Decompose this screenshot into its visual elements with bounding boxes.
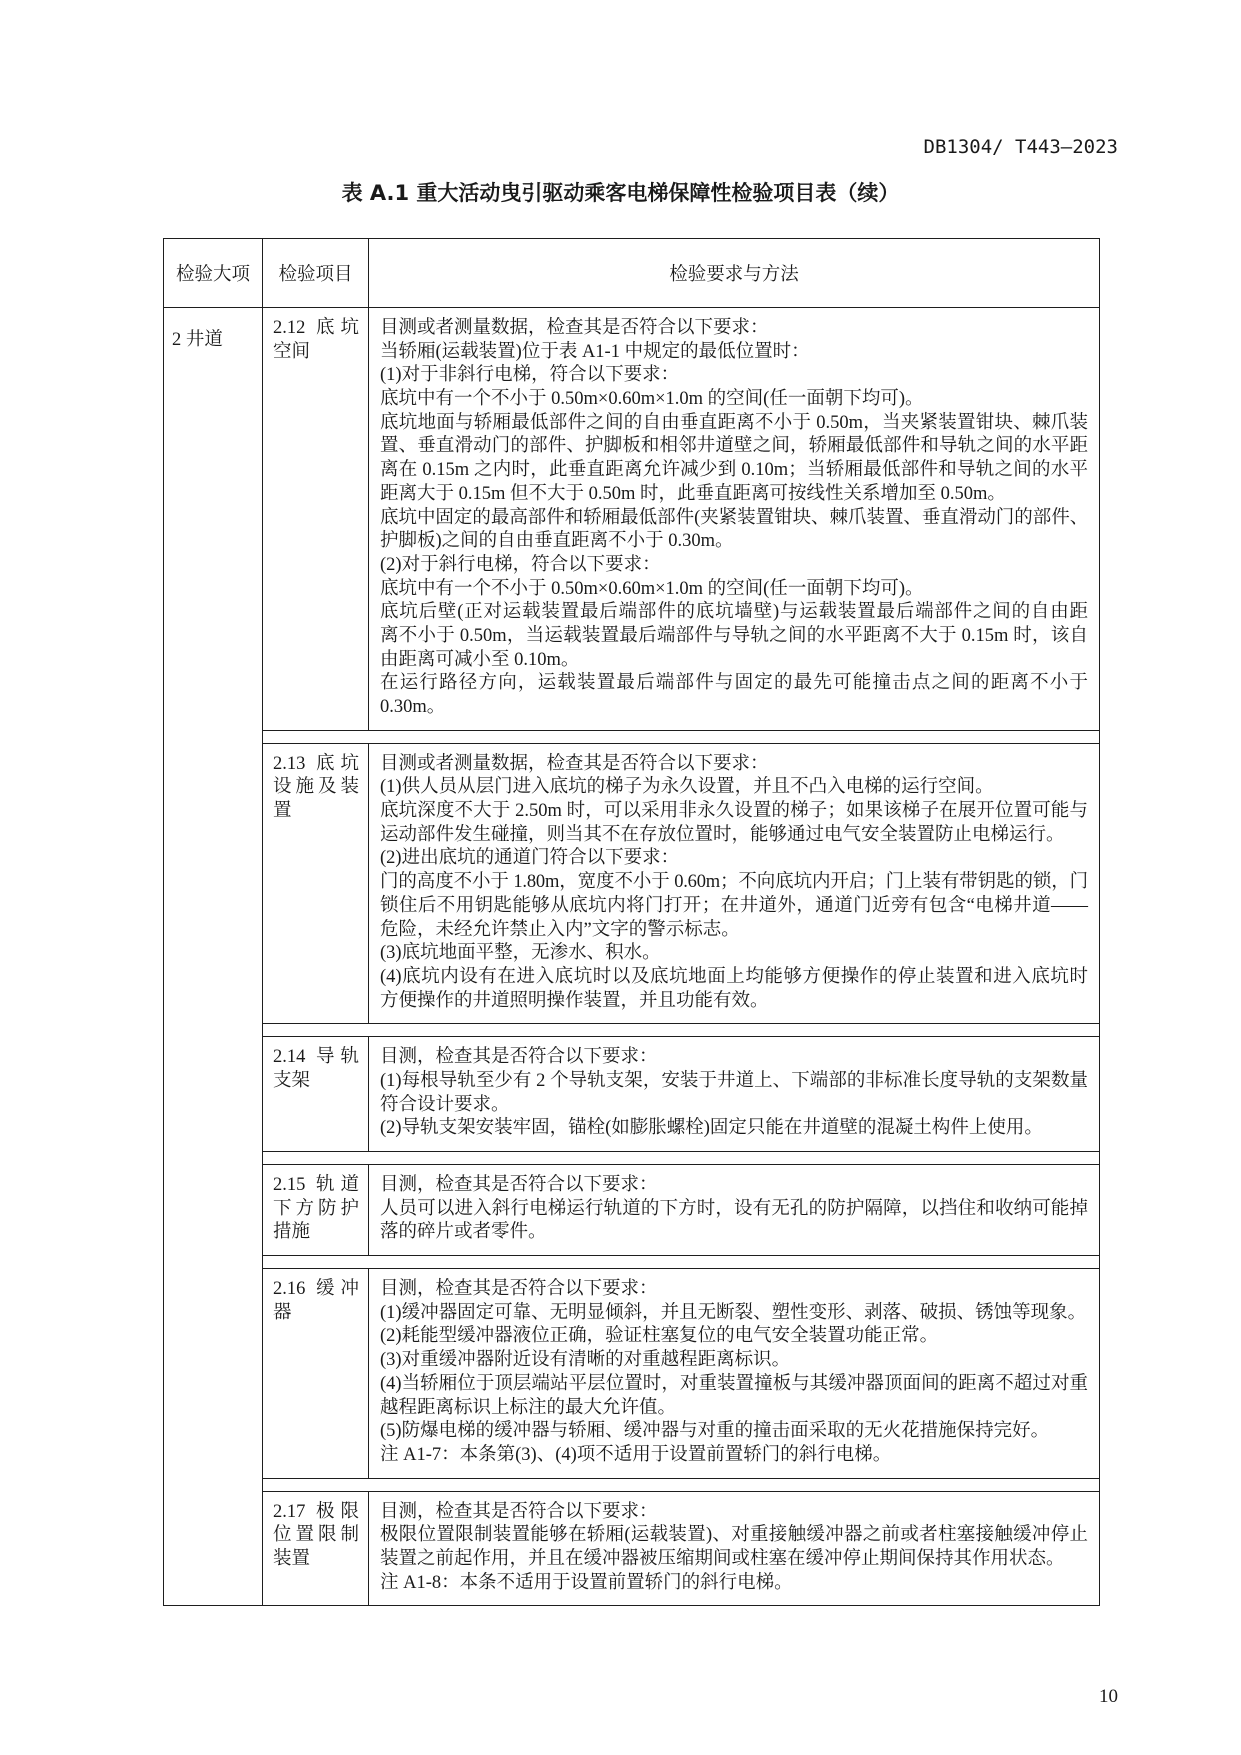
inspection-item-cell [263, 1037, 369, 1151]
inspection-item-line: 措施 [273, 1222, 311, 1243]
requirement-line: 底坑后壁(正对运载装置最后端部件的底坑墙壁)与运载装置最后端部件之间的自由距 [380, 602, 1088, 623]
requirement-line: 锁住后不用钥匙能够从底坑内将门打开；在井道外，通道门近旁有包含“电梯井道—— [380, 895, 1088, 916]
standard-code: DB1304/ T443—2023 [923, 136, 1118, 158]
requirement-line: 落的碎片或者零件。 [380, 1222, 547, 1243]
requirement-line: (5)防爆电梯的缓冲器与轿厢、缓冲器与对重的撞击面采取的无火花措施保持完好。 [380, 1421, 1050, 1442]
category-cell [164, 308, 263, 1605]
requirement-line: 注 A1-8：本条不适用于设置前置轿门的斜行电梯。 [380, 1572, 793, 1593]
requirement-line: 当轿厢(运载装置)位于表 A1-1 中规定的最低位置时： [380, 341, 810, 362]
requirements-cell [369, 1492, 1099, 1606]
inspection-item-cell [263, 308, 369, 730]
requirement-line: (1)供人员从层门进入底坑的梯子为永久设置，并且不凸入电梯的运行空间。 [380, 777, 994, 798]
table-title: 表 A.1 重大活动曳引驱动乘客电梯保障性检验项目表（续） [341, 181, 900, 205]
column-header-item: 检验项目 [263, 239, 369, 307]
inspection-item-cell [263, 744, 369, 1024]
requirement-line: 目测或者测量数据，检查其是否符合以下要求： [380, 318, 769, 338]
requirement-line: 符合设计要求。 [380, 1094, 510, 1115]
inspection-item-line: 2.12 底坑 [273, 318, 359, 338]
inspection-table [163, 238, 1100, 1606]
requirement-line: (1)每根导轨至少有 2 个导轨支架，安装于井道上、下端部的非标准长度导轨的支架数量 [380, 1070, 1088, 1091]
requirement-line: 护脚板)之间的自由垂直距离不小于 0.30m。 [380, 531, 734, 552]
table-row [263, 1036, 1099, 1152]
requirement-line: 底坑深度不大于 2.50m 时，可以采用非永久设置的梯子；如果该梯子在展开位置可能与 [380, 801, 1088, 822]
table-header-row [164, 239, 1099, 308]
requirement-line: 目测，检查其是否符合以下要求： [380, 1279, 658, 1300]
inspection-item-line: 位置限制 [273, 1525, 359, 1546]
category-label: 2 井道 [172, 330, 223, 350]
table-body-rows [263, 308, 1099, 1605]
requirement-line: 装置之前起作用，并且在缓冲器被压缩期间或柱塞在缓冲停止期间保持其作用状态。 [380, 1548, 1065, 1569]
table-row [263, 743, 1099, 1025]
requirement-line: 危险，未经允许禁止入内”文字的警示标志。 [380, 919, 740, 940]
requirement-line: (3)底坑地面平整，无渗水、积水。 [380, 943, 661, 964]
inspection-item-line: 2.16 缓冲 [273, 1279, 359, 1300]
requirement-line: 目测，检查其是否符合以下要求： [380, 1501, 658, 1522]
inspection-item-line: 器 [273, 1302, 292, 1323]
page-number: 10 [1099, 1686, 1118, 1707]
inspection-item-line: 下方防护 [273, 1198, 359, 1219]
requirements-cell [369, 1269, 1099, 1478]
requirement-line: 0.30m。 [380, 697, 446, 717]
inspection-item-line: 2.14 导轨 [273, 1047, 359, 1068]
requirement-line: (2)耗能型缓冲器液位正确，验证柱塞复位的电气安全装置功能正常。 [380, 1326, 939, 1347]
table-body [164, 308, 1099, 1605]
inspection-item-cell [263, 1269, 369, 1478]
table-row [263, 1268, 1099, 1479]
requirement-line: 目测，检查其是否符合以下要求： [380, 1047, 658, 1068]
requirement-line: 底坑中有一个不小于 0.50m×0.60m×1.0m 的空间(任一面朝下均可)。 [380, 389, 924, 410]
requirement-line: 门的高度不小于 1.80m，宽度不小于 0.60m；不向底坑内开启；门上装有带钥匙的锁，门 [380, 872, 1088, 893]
requirement-line: (2)对于斜行电梯，符合以下要求： [380, 554, 661, 575]
requirement-line: 目测或者测量数据，检查其是否符合以下要求： [380, 753, 769, 774]
requirement-line: (4)底坑内设有在进入底坑时以及底坑地面上均能够方便操作的停止装置和进入底坑时 [380, 966, 1088, 987]
inspection-item-line: 空间 [273, 341, 311, 362]
inspection-item-line: 2.13 底坑 [273, 753, 359, 774]
requirements-cell [369, 744, 1099, 1024]
column-header-category: 检验大项 [164, 239, 263, 307]
requirements-cell [369, 1037, 1099, 1151]
inspection-item-cell [263, 1165, 369, 1255]
requirement-line: (2)导轨支架安装牢固，锚栓(如膨胀螺栓)固定只能在井道壁的混凝土构件上使用。 [380, 1118, 1043, 1139]
requirement-line: (4)当轿厢位于顶层端站平层位置时，对重装置撞板与其缓冲器顶面间的距离不超过对重 [380, 1373, 1088, 1394]
requirement-line: 底坑地面与轿厢最低部件之间的自由垂直距离不小于 0.50m，当夹紧装置钳块、棘爪装 [380, 412, 1088, 433]
requirement-line: 注 A1-7：本条第(3)、(4)项不适用于设置前置轿门的斜行电梯。 [380, 1444, 892, 1465]
inspection-item-cell [263, 1492, 369, 1606]
requirement-line: (1)对于非斜行电梯，符合以下要求： [380, 365, 680, 386]
requirement-line: 底坑中固定的最高部件和轿厢最低部件(夹紧装置钳块、棘爪装置、垂直滑动门的部件、 [380, 507, 1088, 528]
requirement-line: 目测，检查其是否符合以下要求： [380, 1175, 658, 1195]
inspection-item-line: 设施及装 [273, 777, 359, 798]
requirement-line: 距离大于 0.15m 但不大于 0.50m 时，此垂直距离可按线性关系增加至 0.50m。 [380, 483, 1006, 504]
requirements-cell [369, 308, 1099, 730]
inspection-item-line: 装置 [273, 1548, 311, 1569]
column-header-requirements: 检验要求与方法 [669, 265, 799, 285]
inspection-item-line: 2.15 轨道 [273, 1175, 359, 1195]
inspection-item-line: 支架 [273, 1070, 311, 1091]
requirement-line: 人员可以进入斜行电梯运行轨道的下方时，设有无孔的防护隔障，以挡住和收纳可能掉 [380, 1198, 1088, 1219]
requirement-line: 运动部件发生碰撞，则当其不在存放位置时，能够通过电气安全装置防止电梯运行。 [380, 824, 1065, 845]
requirements-cell [369, 1165, 1099, 1255]
requirement-line: 置、垂直滑动门的部件、护脚板和相邻井道壁之间，轿厢最低部件和导轨之间的水平距 [380, 436, 1088, 457]
table-row [263, 1164, 1099, 1256]
requirement-line: (3)对重缓冲器附近设有清晰的对重越程距离标识。 [380, 1350, 791, 1371]
requirement-line: 方便操作的井道照明操作装置，并且功能有效。 [380, 990, 769, 1011]
requirement-line: 底坑中有一个不小于 0.50m×0.60m×1.0m 的空间(任一面朝下均可)。 [380, 578, 924, 599]
requirement-line: (1)缓冲器固定可靠、无明显倾斜，并且无断裂、塑性变形、剥落、破损、锈蚀等现象。 [380, 1302, 1087, 1323]
requirement-line: 越程距离标识上标注的最大允许值。 [380, 1397, 677, 1418]
table-row [263, 308, 1099, 731]
requirement-line: 由距离可减小至 0.10m。 [380, 649, 580, 670]
inspection-item-line: 置 [273, 801, 292, 822]
requirement-line: (2)进出底坑的通道门符合以下要求： [380, 848, 680, 869]
requirement-line: 离不小于 0.50m，当运载装置最后端部件与导轨之间的水平距离不大于 0.15m 时，该自 [380, 625, 1088, 646]
table-row [263, 1491, 1099, 1606]
inspection-item-line: 2.17 极限 [273, 1501, 359, 1522]
requirement-line: 离在 0.15m 之内时，此垂直距离允许减少到 0.10m；当轿厢最低部件和导轨之间的水平 [380, 460, 1088, 481]
requirement-line: 在运行路径方向，运载装置最后端部件与固定的最先可能撞击点之间的距离不小于 [380, 673, 1088, 694]
requirement-line: 极限位置限制装置能够在轿厢(运载装置)、对重接触缓冲器之前或者柱塞接触缓冲停止 [380, 1525, 1088, 1546]
